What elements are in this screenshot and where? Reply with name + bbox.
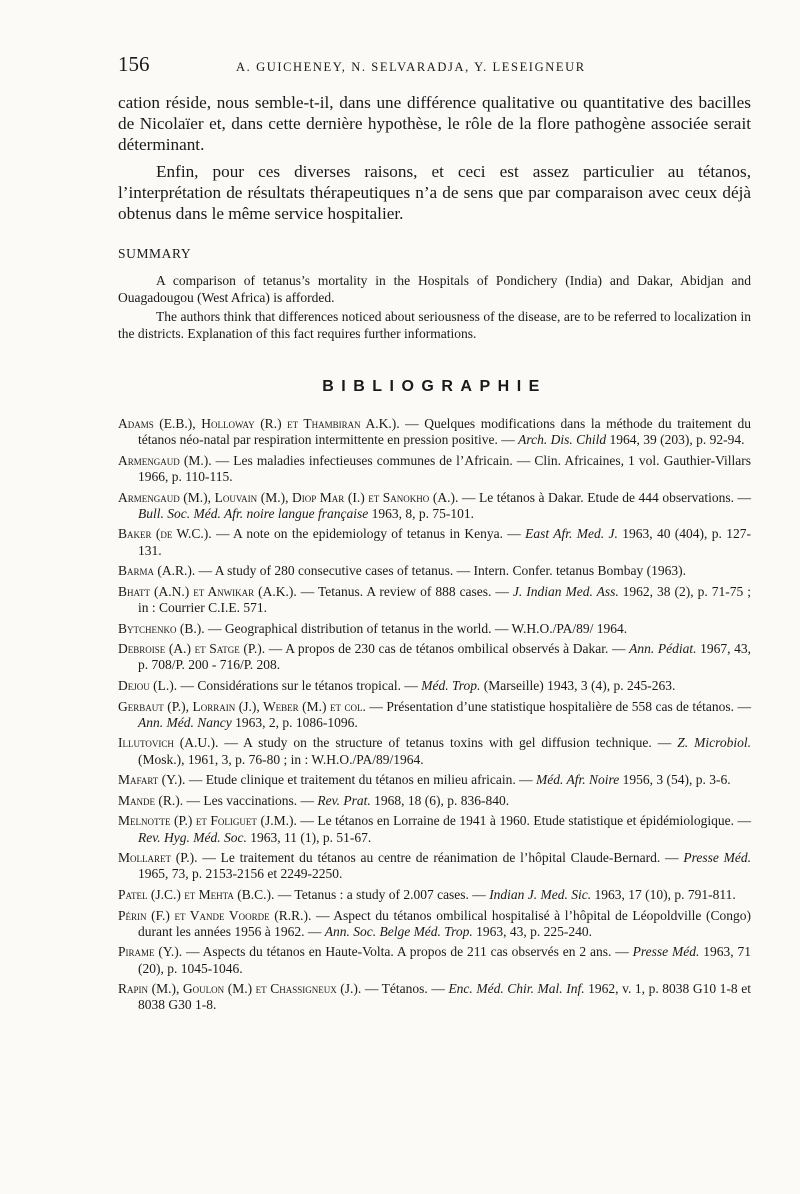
reference-authors: Périn (F.) et Vande Voorde (R.R.).: [118, 907, 312, 923]
bibliography-entry: [118, 621, 751, 637]
reference-authors: Barma (A.R.).: [118, 563, 196, 579]
reference-details: 1963, 11 (1), p. 51-67.: [246, 829, 372, 845]
bibliography-entry: [118, 678, 751, 694]
reference-details: 1962, 38 (2), p. 71-75 ; in : Courrier C.I.E. 571.: [138, 583, 751, 615]
reference-authors: Melnotte (P.) et Foliguet (J.M.).: [118, 813, 297, 829]
reference-details: 1965, 73, p. 2153-2156 et 2249-2250.: [138, 866, 343, 882]
reference-text: — Considérations sur le tétanos tropical. —: [177, 677, 422, 693]
reference-details: 1964, 39 (203), p. 92-94.: [606, 432, 745, 448]
reference-authors: Rapin (M.), Goulon (M.) et Chassigneux (J.).: [118, 981, 362, 997]
summary-heading: SUMMARY: [118, 246, 192, 261]
reference-details: 1967, 43, p. 708/P. 200 - 716/P. 208.: [138, 641, 752, 673]
reference-details: 1963, 17 (10), p. 791-811.: [591, 886, 736, 902]
bibliography-entry: [118, 490, 751, 522]
reference-authors: Gerbaut (P.), Lorrain (J.), Weber (M.) et col.: [118, 698, 366, 714]
reference-journal: Z. Microbiol.: [677, 735, 751, 751]
bibliography-entry: [118, 453, 751, 485]
reference-details: 1968, 18 (6), p. 836-840.: [370, 792, 510, 808]
reference-authors: Mande (R.).: [118, 792, 184, 808]
reference-journal: Arch. Dis. Child: [518, 432, 607, 448]
bibliography-entry: [118, 793, 751, 809]
reference-authors: Patel (J.C.) et Mehta (B.C.).: [118, 886, 275, 902]
reference-authors: Adams (E.B.), Holloway (R.) et Thambiran A.K.).: [118, 416, 400, 431]
reference-authors: Dejou (L.).: [118, 677, 178, 693]
reference-text: — Geographical distribution of tetanus in the world. — W.H.O./PA/89/ 1964.: [204, 620, 628, 636]
reference-text: — Tetanus. A review of 888 cases. —: [296, 583, 513, 599]
reference-authors: Armengaud (M.).: [118, 452, 212, 468]
reference-journal: Presse Méd.: [632, 944, 700, 960]
reference-details: 1963, 40 (404), p. 127-131.: [138, 526, 751, 558]
reference-journal: Méd. Trop.: [421, 677, 481, 693]
bibliography-entry: [118, 699, 751, 731]
reference-authors: Bytchenko (B.).: [118, 620, 205, 636]
reference-text: — A propos de 230 cas de tétanos ombilical observés à Dakar. —: [265, 641, 630, 657]
reference-text: — A note on the epidemiology of tetanus in Kenya. —: [211, 526, 526, 542]
reference-text: — Présentation d’une statistique hospitalière de 558 cas de tétanos. —: [365, 698, 752, 714]
page: [118, 52, 751, 1018]
reference-journal: Méd. Afr. Noire: [535, 772, 620, 788]
reference-journal: Rev. Hyg. Méd. Soc.: [138, 829, 247, 845]
bibliography-entry: [118, 416, 751, 448]
bibliography-entry: [118, 944, 751, 976]
reference-text: — Tetanus : a study of 2.007 cases. —: [274, 886, 490, 902]
reference-details: 1963, 2, p. 1086-1096.: [231, 714, 358, 730]
bibliography-entry: [118, 526, 751, 558]
reference-text: — Etude clinique et traitement du tétanos en milieu africain. —: [185, 772, 536, 788]
reference-journal: Enc. Méd. Chir. Mal. Inf.: [448, 981, 585, 997]
reference-authors: Mafart (Y.).: [118, 772, 186, 788]
bibliography-entry: [118, 584, 751, 616]
bibliography-entry: [118, 813, 751, 845]
reference-details: (Mosk.), 1961, 3, p. 76-80 ; in : W.H.O./PA/89/1964.: [138, 751, 424, 767]
reference-text: — Aspects du tétanos en Haute-Volta. A propos de 211 cas observés en 2 ans. —: [182, 944, 633, 960]
reference-authors: Illutovich (A.U.).: [118, 735, 219, 751]
reference-authors: Debroise (A.) et Satge (P.).: [118, 641, 266, 657]
reference-journal: J. Indian Med. Ass.: [512, 583, 619, 599]
bibliography-entry: [118, 981, 751, 1013]
bibliography-entry: [118, 735, 751, 767]
reference-journal: Rev. Prat.: [317, 792, 371, 808]
reference-text: — Aspect du tétanos ombilical hospitalisé à l’hôpital de Léopoldville (Congo) durant les années 1956 à 1962. —: [138, 907, 751, 939]
reference-journal: Ann. Méd. Nancy: [138, 714, 232, 730]
reference-text: — Les vaccinations. —: [183, 792, 318, 808]
reference-text: — Quelques modifications dans la méthode du traitement du tétanos néo-natal par respiration intermittente en pression positive. —: [138, 416, 751, 448]
bibliography-title: BIBLIOGRAPHIE: [322, 378, 547, 395]
running-head: A. GUICHENEY, N. SELVARADJA, Y. LESEIGNEUR: [236, 60, 586, 74]
bibliography-entry: [118, 641, 751, 673]
reference-details: 1963, 71 (20), p. 1045-1046.: [138, 944, 752, 976]
bibliography-entry: [118, 908, 751, 940]
reference-authors: Baker (de W.C.).: [118, 526, 212, 542]
reference-details: 1956, 3 (54), p. 3-6.: [619, 772, 731, 788]
reference-text: — A study on the structure of tetanus toxins with gel diffusion technique. —: [218, 735, 678, 751]
reference-journal: Indian J. Med. Sic.: [489, 886, 592, 902]
reference-text: — Les maladies infectieuses communes de l’Africain. — Clin. Africaines, 1 vol. Gauthier-Villars 1966, p. 110-115.: [138, 452, 751, 484]
body-paragraph: cation réside, nous semble-t-il, dans une différence qualitative ou quantitative des bacilles de Nicolaïer et, dans cette dernière hypothèse, le rôle de la flore pathogène associée serait déterminant.: [118, 93, 751, 154]
reference-authors: Pirame (Y.).: [118, 944, 183, 960]
reference-text: — Le tétanos à Dakar. Etude de 444 observations. —: [458, 489, 751, 505]
bibliography-entry: [118, 563, 751, 579]
reference-text: — Le tétanos en Lorraine de 1941 à 1960. Etude statistique et épidémiologique. —: [296, 813, 752, 829]
reference-details: 1963, 43, p. 225-240.: [472, 923, 592, 939]
reference-details: 1962, v. 1, p. 8038 G10 1-8 et 8038 G30 1-8.: [138, 981, 751, 1013]
page-number: 156: [118, 52, 150, 76]
reference-journal: East Afr. Med. J.: [525, 526, 618, 542]
reference-text: — Le traitement du tétanos au centre de réanimation de l’hôpital Claude-Bernard. —: [197, 850, 684, 866]
reference-text: — A study of 280 consecutive cases of tetanus. — Intern. Confer. tetanus Bombay (1963).: [195, 563, 687, 579]
reference-details: 1963, 8, p. 75-101.: [368, 505, 474, 521]
reference-authors: Mollaret (P.).: [118, 850, 198, 866]
reference-journal: Ann. Pédiat.: [629, 641, 697, 657]
bibliography-entry: [118, 772, 751, 788]
reference-journal: Presse Méd.: [683, 850, 751, 866]
summary-paragraph: A comparison of tetanus’s mortality in the Hospitals of Pondichery (India) and Dakar, Abidjan and Ouagadougou (West Africa) is afforded.: [118, 273, 751, 305]
summary-paragraph: The authors think that differences noticed about seriousness of the disease, are to be referred to localization in the districts. Explanation of this fact requires further informations.: [118, 309, 751, 341]
bibliography-entry: [118, 887, 751, 903]
bibliography-list: [118, 416, 751, 1014]
reference-authors: Bhatt (A.N.) et Anwikar (A.K.).: [118, 583, 297, 599]
reference-journal: Ann. Soc. Belge Méd. Trop.: [324, 923, 473, 939]
reference-text: — Tétanos. —: [361, 981, 449, 997]
body-paragraph: Enfin, pour ces diverses raisons, et ceci est assez particulier au tétanos, l’interprétation de résultats thérapeutiques n’a de sens que par comparaison avec ceux déjà obtenus dans le même service hospitalier.: [118, 162, 751, 223]
page-header: [118, 52, 751, 82]
bibliography-entry: [118, 850, 751, 882]
reference-journal: Bull. Soc. Méd. Afr. noire langue française: [138, 505, 369, 521]
reference-authors: Armengaud (M.), Louvain (M.), Diop Mar (I.) et Sanokho (A.).: [118, 489, 459, 505]
reference-details: (Marseille) 1943, 3 (4), p. 245-263.: [480, 677, 676, 693]
